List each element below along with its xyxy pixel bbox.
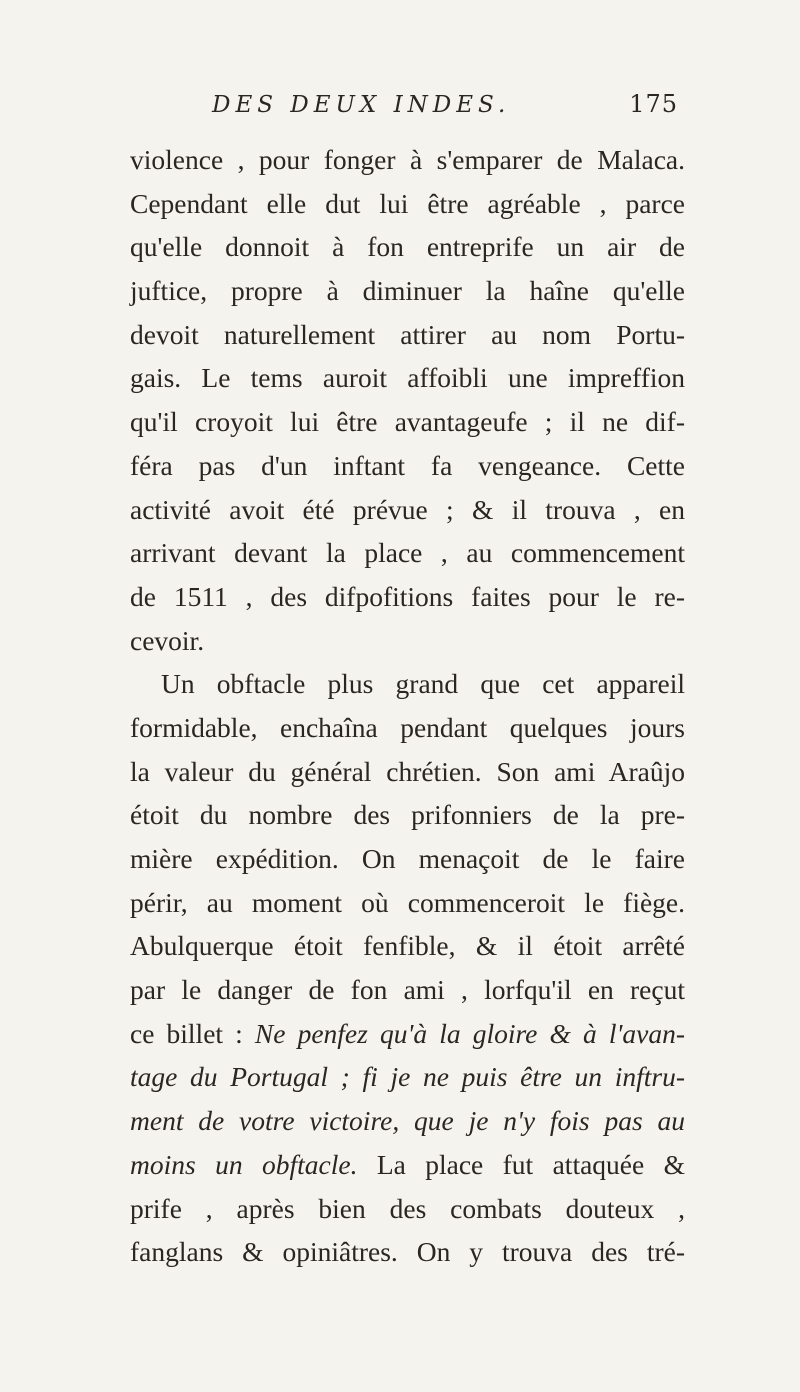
text-roman: fanglans & opiniâtres. On y trouva des tré- (130, 1236, 685, 1268)
text-line: féra pas d'un inftant fa vengeance. Cette (130, 449, 685, 481)
quoted-note-italic: tage du Portugal ; fi je ne puis être un inftru- (130, 1061, 685, 1093)
text-line: activité avoit été prévue ; & il trouva , en (130, 493, 685, 525)
text-line: Abulquerque étoit fenfible, & il étoit arrêté (130, 930, 685, 962)
text-line (130, 1012, 685, 1056)
text-line (130, 1099, 685, 1143)
text-line: formidable, enchaîna pendant quelques jours (130, 711, 685, 743)
text-line: étoit du nombre des prifonniers de la pre- (130, 799, 685, 831)
text-line: cevoir. (130, 624, 205, 656)
text-line: gais. Le tems auroit affoibli une impreffion (130, 362, 685, 394)
text-line (130, 1143, 685, 1187)
text-line: mière expédition. On menaçoit de le faire (130, 843, 685, 874)
paragraph-start-line: Un obftacle plus grand que cet appareil (161, 668, 685, 700)
text-line: devoit naturellement attirer au nom Portu- (130, 318, 685, 350)
text-line: de 1511 , des difpofitions faites pour le re- (130, 580, 685, 612)
text-line: qu'il croyoit lui être avantageufe ; il ne dif- (130, 406, 685, 438)
body-text (130, 138, 685, 1274)
quoted-note-italic: Ne penfez qu'à la gloire & à l'avan- (254, 1017, 685, 1049)
text-line: la valeur du général chrétien. Son ami Araûjo (130, 755, 685, 787)
text-line: par le danger de fon ami , lorfqu'il en reçut (130, 974, 685, 1006)
running-head-title: DES DEUX INDES. (212, 92, 511, 118)
quoted-note-italic: moins un obftacle. (130, 1148, 358, 1180)
page-number: 175 (629, 90, 678, 118)
text-roman: prife , après bien des combats douteux , (130, 1192, 685, 1224)
text-line: violence , pour fonger à s'emparer de Malaca. (130, 144, 685, 175)
text-roman: La place fut attaquée & (357, 1148, 685, 1180)
text-line (130, 1230, 685, 1274)
text-roman: ce billet : (130, 1017, 255, 1049)
text-line: arrivant devant la place , au commencement (130, 537, 685, 569)
text-line (130, 1187, 685, 1231)
text-line: juftice, propre à diminuer la haîne qu'elle (130, 275, 685, 307)
running-head (118, 88, 678, 128)
text-line: périr, au moment où commenceroit le fiège. (130, 886, 685, 918)
text-line (130, 1055, 685, 1099)
text-line: qu'elle donnoit à fon entreprife un air de (130, 231, 685, 263)
text-line: Cependant elle dut lui être agréable , parce (130, 187, 685, 219)
quoted-note-italic: ment de votre victoire, que je n'y fois pas au (130, 1105, 685, 1137)
